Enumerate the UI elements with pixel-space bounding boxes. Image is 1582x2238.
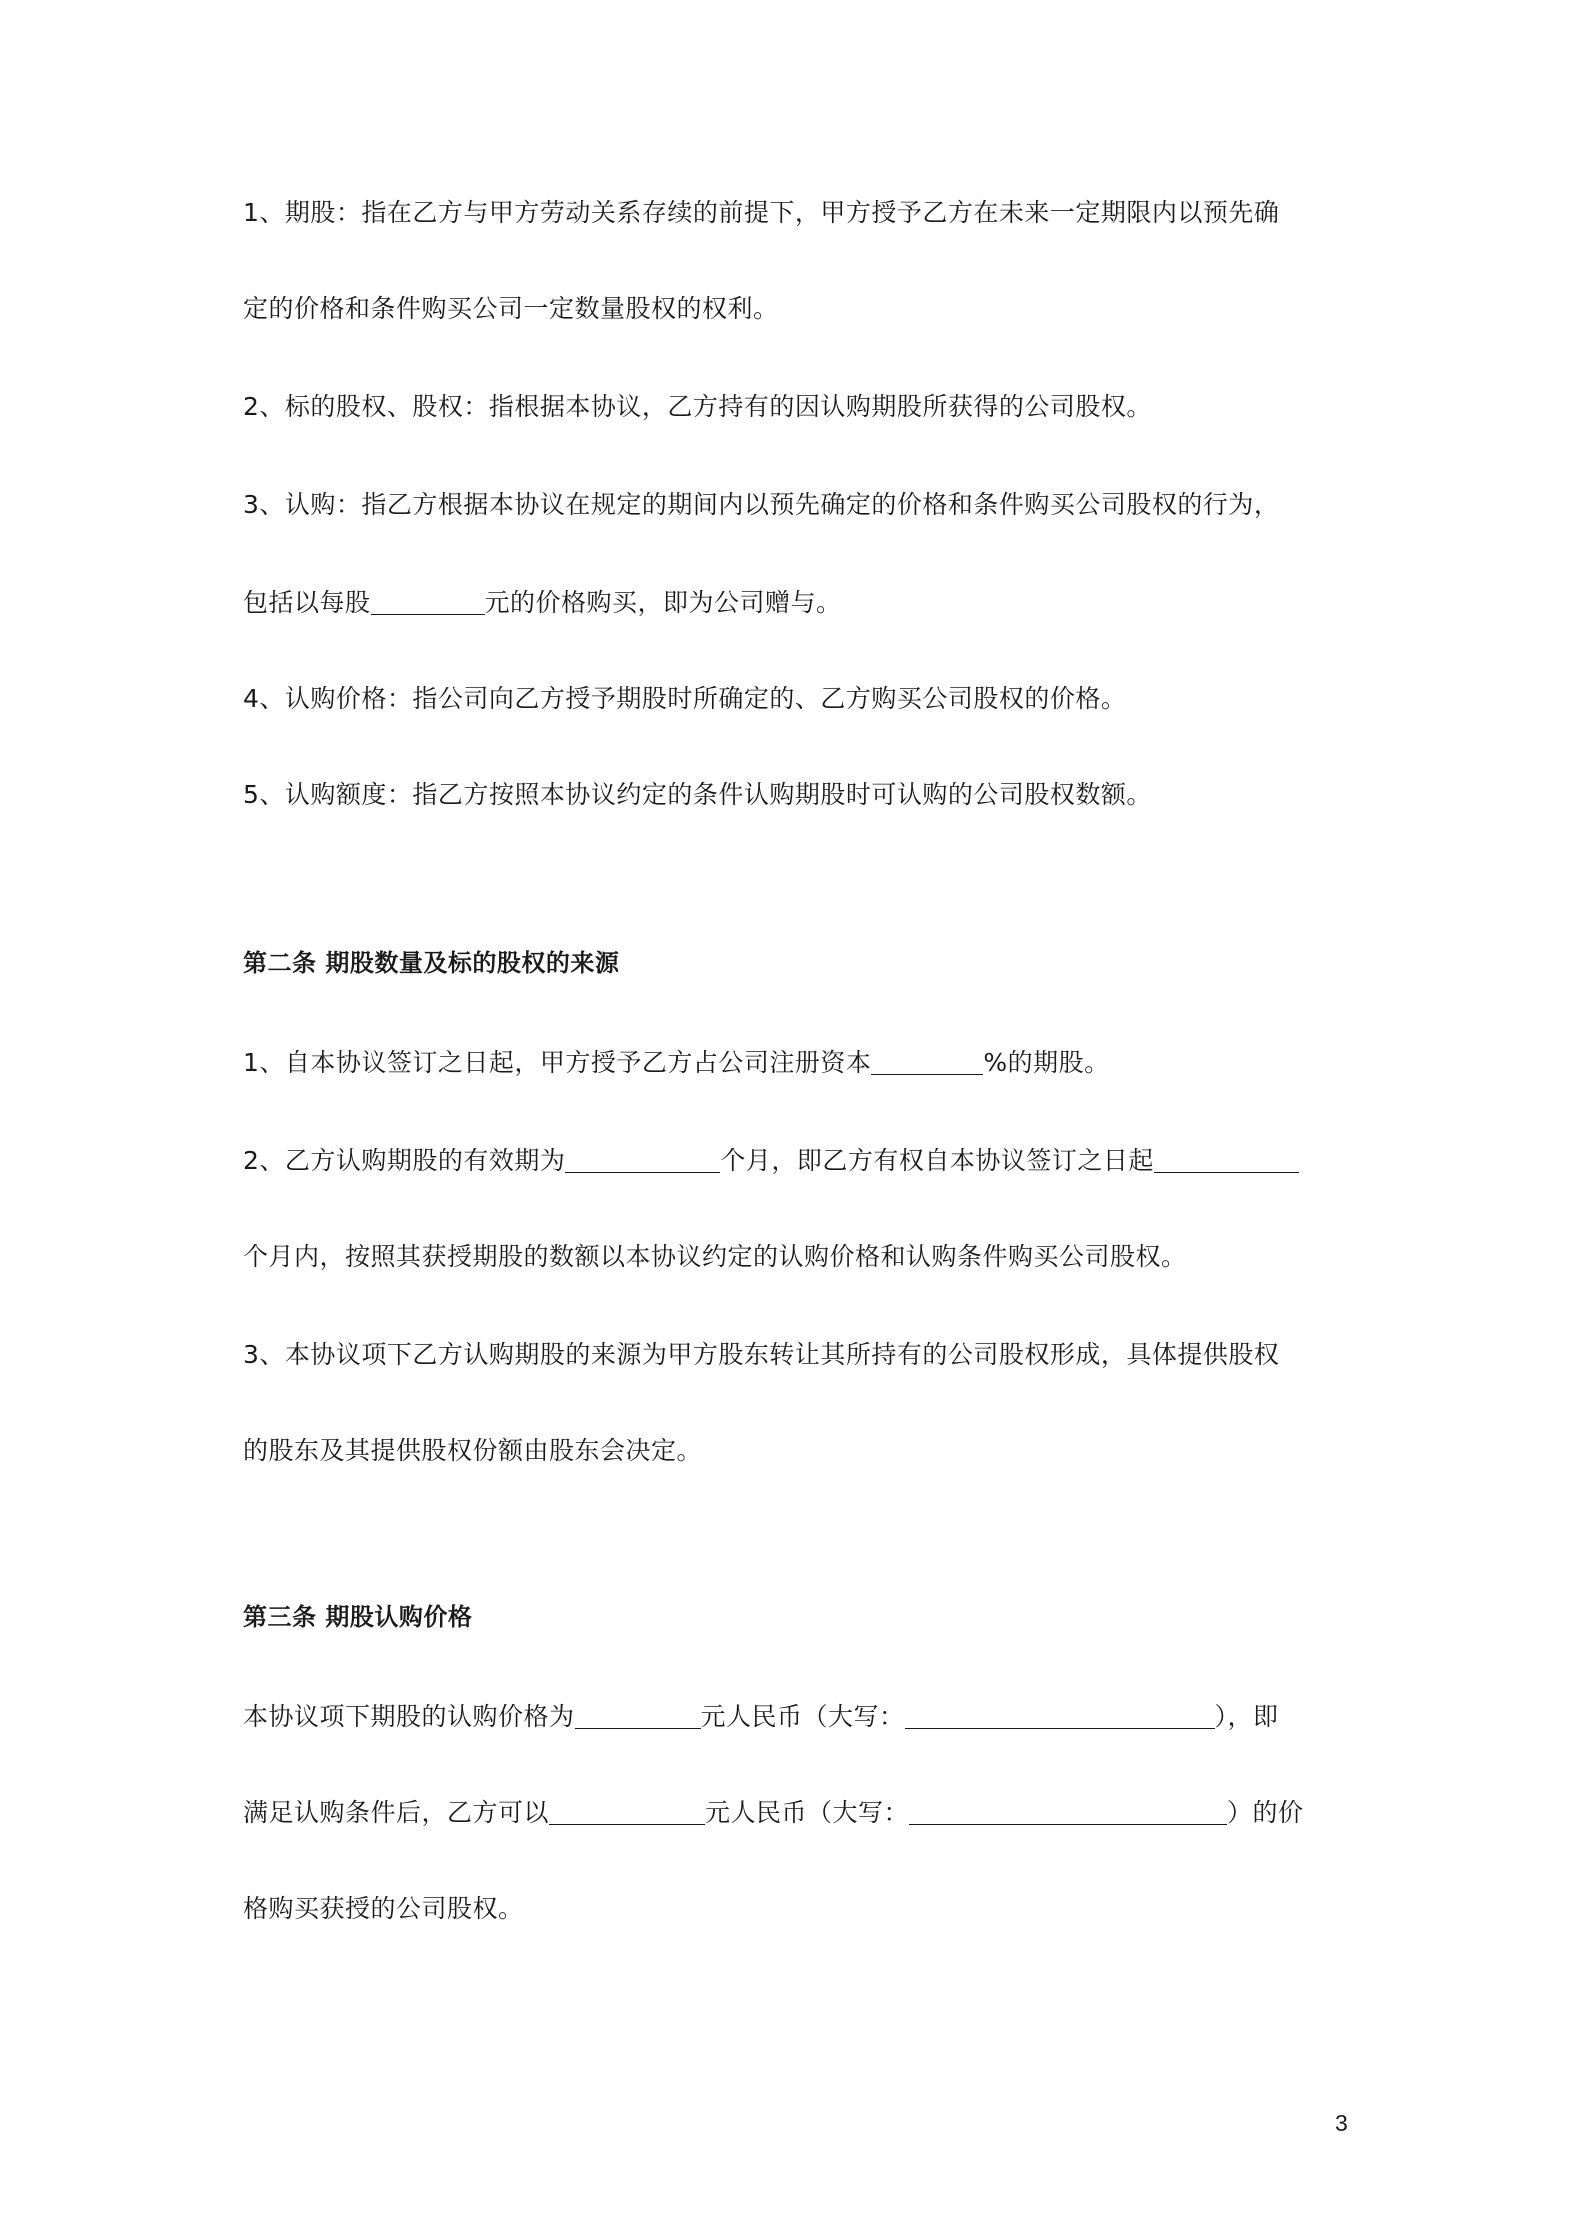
definition-1-line-1: 1、期股：指在乙方与甲方劳动关系存续的前提下，甲方授予乙方在未来一定期限内以预先确 xyxy=(243,198,1280,227)
article-3-line-1-before: 本协议项下期股的认购价格为 xyxy=(243,1702,575,1731)
registered-capital-percent-blank xyxy=(871,1048,983,1075)
purchase-price-blank xyxy=(549,1798,705,1825)
article-3-line-2 xyxy=(243,1796,1304,1830)
article-3-line-1 xyxy=(243,1700,1279,1734)
definition-3-line-1: 3、认购：指乙方根据本协议在规定的期间内以预先确定的价格和条件购买公司股权的行为， xyxy=(243,490,1280,519)
subscription-price-uppercase-blank xyxy=(905,1702,1215,1729)
subscription-price-blank xyxy=(575,1702,701,1729)
page-number: 3 xyxy=(1335,2110,1348,2136)
definition-3-text-after: 元的价格购买，即为公司赠与。 xyxy=(484,588,842,617)
article-2-heading: 第二条 期股数量及标的股权的来源 xyxy=(243,949,620,977)
definition-2: 2、标的股权、股权：指根据本协议，乙方持有的因认购期股所获得的公司股权。 xyxy=(243,392,1152,421)
validity-months-blank xyxy=(565,1146,720,1173)
article-2-item-1-before: 1、自本协议签订之日起，甲方授予乙方占公司注册资本 xyxy=(243,1048,872,1077)
article-2-item-1 xyxy=(243,1046,1110,1080)
article-2-item-3-line-1: 3、本协议项下乙方认购期股的来源为甲方股东转让其所持有的公司股权形成，具体提供股权 xyxy=(243,1340,1280,1369)
article-2-item-2-middle: 个月，即乙方有权自本协议签订之日起 xyxy=(720,1146,1154,1175)
article-3-line-2-after: ）的价 xyxy=(1227,1798,1304,1827)
article-2-item-2-before: 2、乙方认购期股的有效期为 xyxy=(243,1146,566,1175)
article-2-item-2-line-1 xyxy=(243,1144,1299,1178)
definition-3-text-before: 包括以每股 xyxy=(243,588,371,617)
definition-3-line-2 xyxy=(243,586,842,620)
purchase-months-blank xyxy=(1154,1146,1299,1173)
article-3-line-3: 格购买获授的公司股权。 xyxy=(243,1894,524,1923)
article-2-item-3-line-2: 的股东及其提供股权份额由股东会决定。 xyxy=(243,1436,703,1465)
definition-1-line-2: 定的价格和条件购买公司一定数量股权的权利。 xyxy=(243,294,779,323)
definition-5: 5、认购额度：指乙方按照本协议约定的条件认购期股时可认购的公司股权数额。 xyxy=(243,780,1152,809)
price-per-share-blank xyxy=(371,588,485,615)
purchase-price-uppercase-blank xyxy=(909,1798,1227,1825)
article-3-heading: 第三条 期股认购价格 xyxy=(243,1603,473,1631)
article-3-line-2-middle: 元人民币（大写： xyxy=(705,1798,910,1827)
article-2-item-1-after: %的期股。 xyxy=(983,1048,1110,1077)
article-3-line-1-middle: 元人民币（大写： xyxy=(700,1702,905,1731)
article-3-line-1-after: ），即 xyxy=(1214,1702,1279,1731)
article-3-line-2-before: 满足认购条件后，乙方可以 xyxy=(243,1798,550,1827)
article-2-item-2-line-2: 个月内，按照其获授期股的数额以本协议约定的认购价格和认购条件购买公司股权。 xyxy=(243,1242,1187,1271)
definition-4: 4、认购价格：指公司向乙方授予期股时所确定的、乙方购买公司股权的价格。 xyxy=(243,684,1127,713)
